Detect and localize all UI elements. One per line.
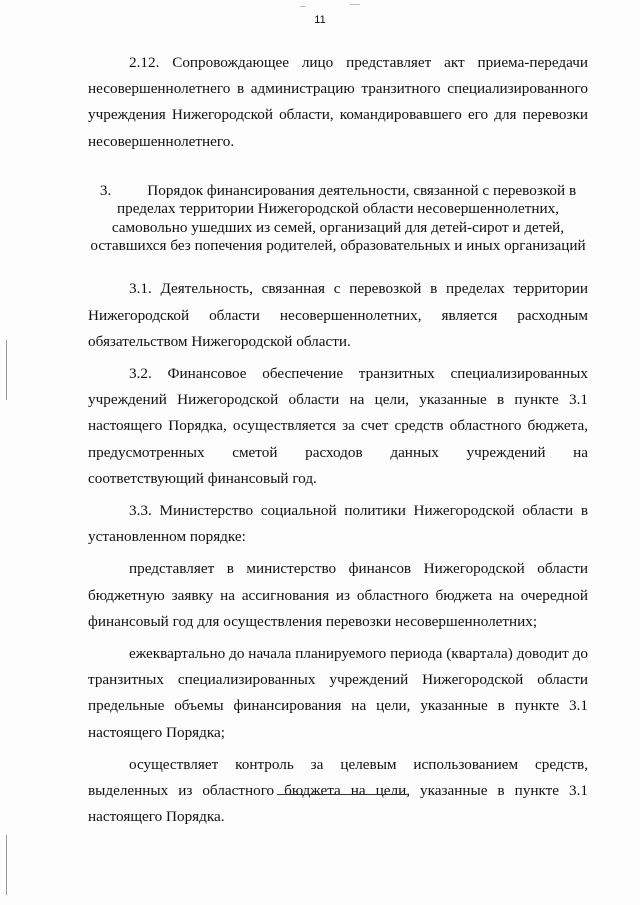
section-3-heading	[88, 182, 588, 256]
paragraph-3-2: 3.2. Финансовое обеспечение транзитных специализированных учреждений Нижегородской области на цели, указанные в пункте 3.1 настоящего Порядка, осуществляется за счет средств областного бюджета, предусмотренных сметой расходов данных учреждений на соответствующий финансовый год.	[88, 365, 588, 487]
paragraph-quarterly-limits: ежеквартально до начала планируемого периода (квартала) доводит до транзитных специализированных учреждений Нижегородской области предельные объемы финансирования на цели, указанные в пункте 3.1 настоящего Порядка;	[88, 645, 588, 741]
scan-edge-mark	[6, 340, 7, 400]
document-body	[88, 50, 588, 831]
section-title: Порядок финансирования деятельности, связанной с перевозкой в пределах территории Нижегородской области несовершеннолетних, самовольно ушедших из семей, организаций для детей-сирот и детей, оставшихся без попечения родителей, образовательных и иных организаций	[90, 181, 586, 255]
paragraph-3-3: 3.3. Министерство социальной политики Нижегородской области в установленном порядке:	[88, 502, 588, 546]
page-number: 11	[314, 14, 326, 26]
paragraph-budget-request: представляет в министерство финансов Нижегородской области бюджетную заявку на ассигнования из областного бюджета на очередной финансовый год для осуществления перевозки несовершеннолетних;	[88, 560, 588, 630]
paragraph-2-12: 2.12. Сопровождающее лицо представляет акт приема-передачи несовершеннолетнего в администрацию транзитного специализированного учреждения Нижегородской области, командировавшего его для перевозки несовершеннолетнего.	[88, 54, 588, 150]
end-divider-line	[277, 794, 407, 795]
scan-speck	[300, 6, 306, 7]
paragraph-control: осуществляет контроль за целевым использованием средств, выделенных из областного бюджета на цели, указанные в пункте 3.1 настоящего Порядка.	[88, 755, 588, 826]
scan-edge-mark	[6, 835, 7, 895]
section-number: 3.	[99, 181, 112, 199]
scan-speck	[350, 4, 360, 5]
paragraph-3-1: 3.1. Деятельность, связанная с перевозкой в пределах территории Нижегородской области несовершеннолетних, является расходным обязательством Нижегородской области.	[88, 280, 588, 350]
